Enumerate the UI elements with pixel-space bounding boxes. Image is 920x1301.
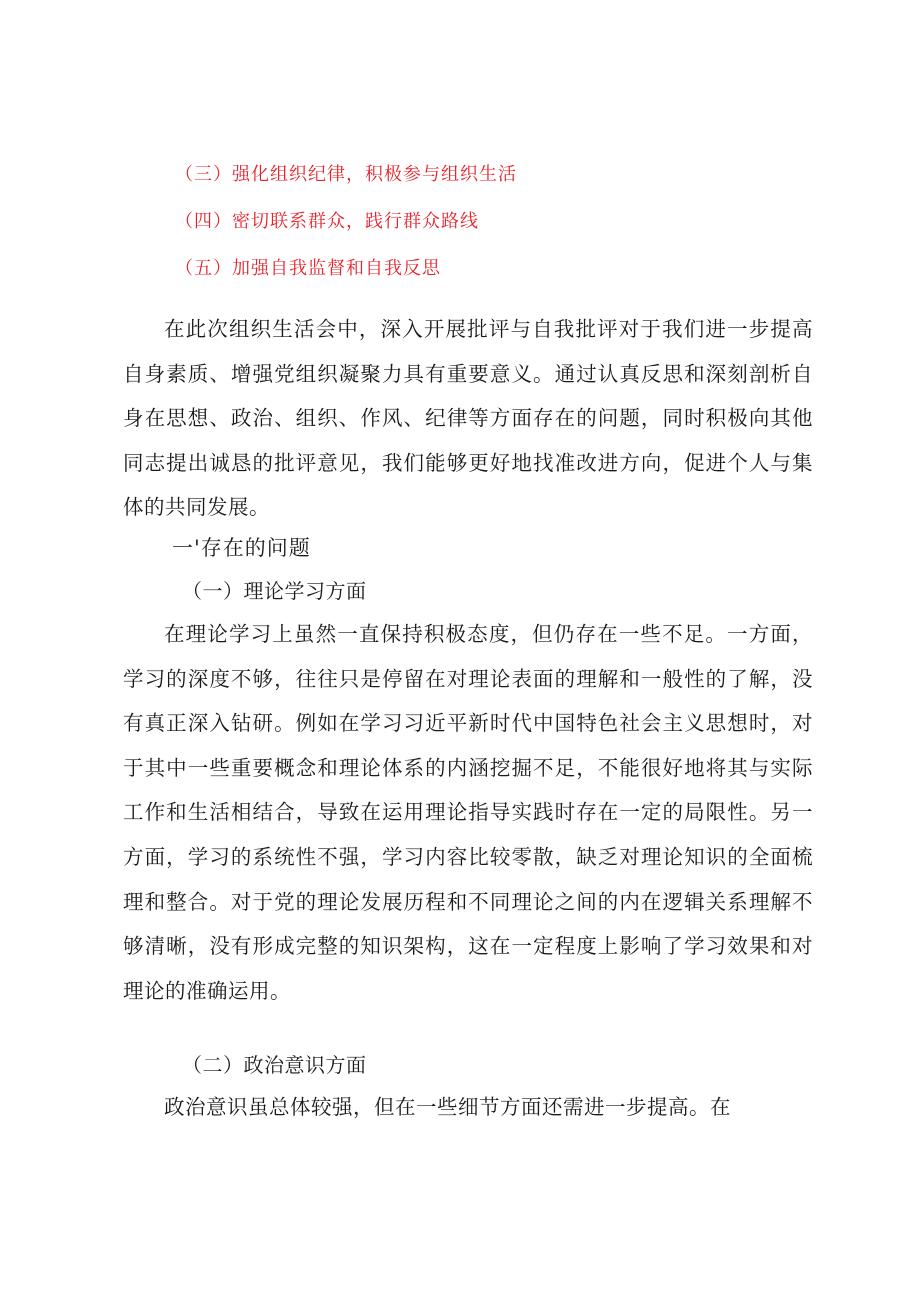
section-heading: 一'存在的问题 xyxy=(172,536,311,560)
outline-item-3: （三）强化组织纪律，积极参与组织生活 xyxy=(175,164,517,185)
subsection-body-political: 政治意识虽总体较强，但在一些细节方面还需进一步提高。在 xyxy=(164,1095,731,1119)
outline-item-4: （四）密切联系群众，践行群众路线 xyxy=(175,211,479,232)
subsection-heading-political: （二）政治意识方面 xyxy=(182,1053,367,1077)
intro-paragraph: 在此次组织生活会中，深入开展批评与自我批评对于我们进一步提高自身素质、增强党组织凝聚力具有重要意义。通过认真反思和深刻剖析自身在思想、政治、组织、作风、纪律等方面存在的问题，同时积极向其他同志提出诚恳的批评意见，我们能够更好地找准改进方向，促进个人与集体的共同发展。 xyxy=(123,317,813,520)
subsection-body-theory: 在理论学习上虽然一直保持积极态度，但仍存在一些不足。一方面，学习的深度不够，往往只是停留在对理论表面的理解和一般性的了解，没有真正深入钻研。例如在学习习近平新时代中国特色社会主义思想时，对于其中一些重要概念和理论体系的内涵挖掘不足，不能很好地将其与实际工作和生活相结合，导致在运用理论指导实践时存在一定的局限性。另一方面，学习的系统性不强，学习内容比较零散，缺乏对理论知识的全面梳理和整合。对于党的理论发展历程和不同理论之间的内在逻辑关系理解不够清晰，没有形成完整的知识架构，这在一定程度上影响了学习效果和对理论的准确运用。 xyxy=(123,622,813,1003)
subsection-heading-theory: （一）理论学习方面 xyxy=(182,579,367,603)
outline-item-5: （五）加强自我监督和自我反思 xyxy=(175,258,441,279)
